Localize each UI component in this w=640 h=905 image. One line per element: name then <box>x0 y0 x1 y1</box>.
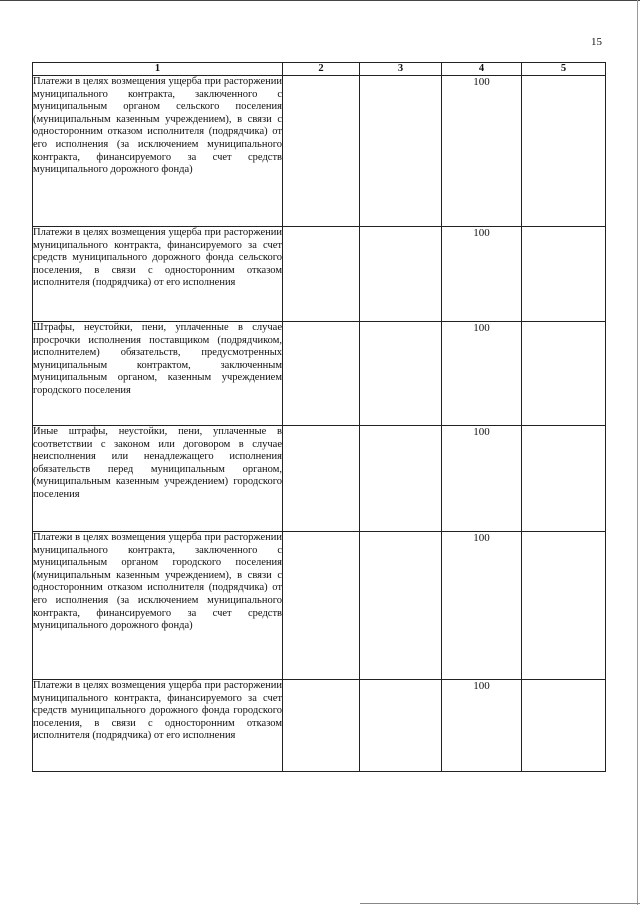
row-col4: 100 <box>442 680 522 772</box>
scan-edge-right <box>637 0 638 905</box>
row-description: Платежи в целях возмещения ущерба при расторжении муниципального контракта, финансируемого за счет средств муниципального дорожного фонда городского поселения, в связи с односторонним отказом исполнителя (подрядчика) от его исполнения <box>33 680 283 772</box>
row-col2 <box>283 680 360 772</box>
row-col5 <box>522 426 606 532</box>
row-col3 <box>360 532 442 680</box>
scan-edge-bottom <box>360 903 640 904</box>
row-col2 <box>283 532 360 680</box>
row-description: Платежи в целях возмещения ущерба при расторжении муниципального контракта, финансируемого за счет средств муниципального дорожного фонда сельского поселения, в связи с односторонним отказом исполнителя (подрядчика) от его исполнения <box>33 227 283 322</box>
page-number: 15 <box>591 36 602 48</box>
row-col2 <box>283 322 360 426</box>
table-row <box>33 680 606 772</box>
table-row <box>33 426 606 532</box>
scan-edge-top <box>0 0 640 1</box>
table-row <box>33 532 606 680</box>
table-row <box>33 76 606 227</box>
table-row <box>33 322 606 426</box>
row-col3 <box>360 680 442 772</box>
row-col5 <box>522 227 606 322</box>
column-header-1: 1 <box>33 63 283 76</box>
row-col2 <box>283 227 360 322</box>
row-col3 <box>360 76 442 227</box>
row-col5 <box>522 322 606 426</box>
row-col4: 100 <box>442 426 522 532</box>
row-description: Платежи в целях возмещения ущерба при расторжении муниципального контракта, заключенного с муниципальным органом сельского поселения (муниципальным казенным учреждением), в связи с односторонним отказом исполнителя (подрядчика) от его исполнения (за исключением муниципального контракта, финансируемого за счет средств муниципального дорожного фонда) <box>33 76 283 227</box>
row-col3 <box>360 322 442 426</box>
row-description: Платежи в целях возмещения ущерба при расторжении муниципального контракта, заключенного с муниципальным органом городского поселения (муниципальным казенным учреждением), в связи с односторонним отказом исполнителя (подрядчика) от его исполнения (за исключением муниципального контракта, финансируемого за счет средств муниципального дорожного фонда) <box>33 532 283 680</box>
row-col3 <box>360 227 442 322</box>
row-col4: 100 <box>442 532 522 680</box>
row-col3 <box>360 426 442 532</box>
column-header-4: 4 <box>442 63 522 76</box>
row-col4: 100 <box>442 227 522 322</box>
data-table <box>32 62 606 772</box>
row-description: Иные штрафы, неустойки, пени, уплаченные в соответствии с законом или договором в случае неисполнения или ненадлежащего исполнения обязательств перед муниципальным органом, (муниципальным казенным учреждением) городского поселения <box>33 426 283 532</box>
column-header-5: 5 <box>522 63 606 76</box>
header-row <box>33 63 606 76</box>
table-row <box>33 227 606 322</box>
column-header-3: 3 <box>360 63 442 76</box>
row-col5 <box>522 680 606 772</box>
row-col2 <box>283 76 360 227</box>
row-description: Штрафы, неустойки, пени, уплаченные в случае просрочки исполнения поставщиком (подрядчиком, исполнителем) обязательств, предусмотренных муниципальным контрактом, заключенным муниципальным органом, казенным учреждением городского поселения <box>33 322 283 426</box>
row-col4: 100 <box>442 76 522 227</box>
row-col5 <box>522 76 606 227</box>
row-col5 <box>522 532 606 680</box>
column-header-2: 2 <box>283 63 360 76</box>
row-col4: 100 <box>442 322 522 426</box>
row-col2 <box>283 426 360 532</box>
